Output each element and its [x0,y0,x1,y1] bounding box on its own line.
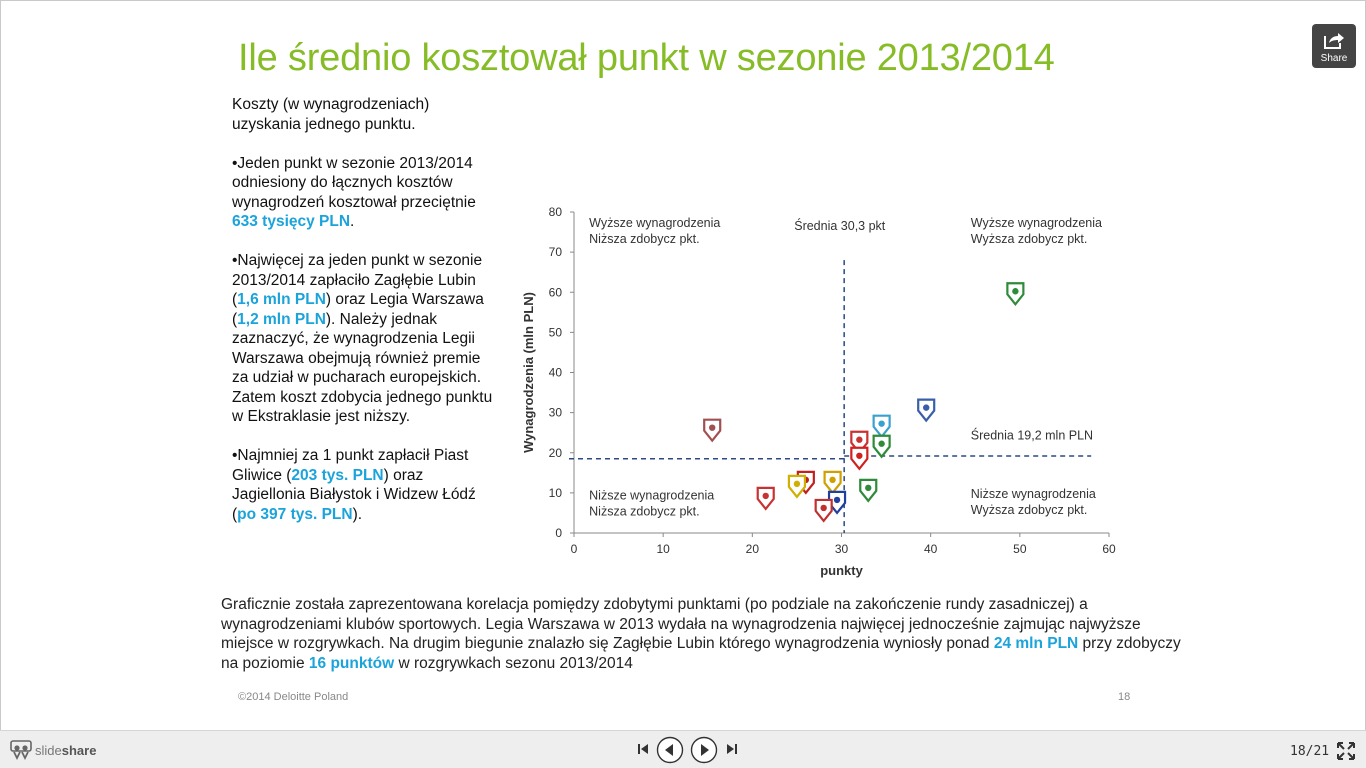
x-tick-label: 40 [923,542,938,556]
bottom-text-block [221,595,1181,673]
text-segment: Koszty (w wynagrodzeniach) uzyskania jednego punktu. [232,96,430,133]
highlight-value: 16 punktów [308,654,395,672]
left-paragraph [232,446,494,524]
footer-copyright: ©2014 Deloitte Poland [238,691,349,703]
quadrant-label-top-right: Wyższa zdobycz pkt. [970,231,1088,246]
y-tick-label: 60 [548,285,562,300]
quadrant-label-bottom-left: Niższa zdobycz pkt. [589,504,700,519]
share-button[interactable] [1312,24,1356,68]
brand-bold: share [61,743,97,758]
fullscreen-icon[interactable] [1337,742,1355,760]
club-crest-center [763,493,769,499]
highlight-value: 24 mln PLN [993,635,1079,652]
text-segment: •Najwięcej za jeden punkt w sezonie 2013/2014 zapłaciło Zagłębie Lubin ( [232,252,483,308]
club-crest-center [878,420,884,426]
y-tick-label: 20 [548,445,562,460]
text-segment: •Najmniej za 1 punkt zapłacił Piast Gliwice ( [232,447,469,484]
y-tick-label: 0 [555,526,562,540]
slideshare-brand[interactable] [35,743,96,758]
highlight-value: 1,6 mln PLN [237,291,326,308]
player-toolbar [0,730,1366,768]
left-paragraph [232,154,494,232]
x-tick-label: 10 [656,542,670,556]
first-slide-button[interactable] [637,743,649,755]
text-segment: ). [352,505,363,523]
next-slide-button[interactable] [690,736,718,764]
page-counter: 18/21 [1290,744,1330,759]
text-segment: przy zdobyczy na poziomie [221,635,1181,672]
avg-salary-label: Średnia 19,2 mln PLN [970,428,1094,443]
highlight-value: 203 tys. PLN [291,466,384,484]
highlight-value: 633 tysięcy PLN [232,213,351,230]
text-segment: ). Należy jednak zaznaczyć, że wynagrodzenia Legii Warszawa obejmują również premie za udział w pucharach europejskich. Zatem koszt zdobycia jednego punktu w Ekstraklasie jest niższy. [232,310,493,425]
brand-light: slide [35,743,62,758]
text-segment: Graficznie została zaprezentowana korelacja pomiędzy zdobytymi punktami (po podziale na zakończenie rundy zasadniczej) a wynagrodzeniami klubów sportowych. Legia Warszawa w 2013 wydała na wynagrodzenia najwięcej jednocześnie zajmując najwyższe miejsce w rozgrywkach. Na drugim biegunie znalazło się Zagłębie Lubin którego wynagrodzenia wyniosły ponad [221,596,1141,652]
text-segment: . [350,213,355,230]
club-crest-center [923,404,929,410]
last-slide-button[interactable] [726,743,738,755]
y-tick-label: 50 [548,325,562,340]
scatter-chart [511,196,1131,586]
club-crest-center [878,441,884,447]
highlight-value: 1,2 mln PLN [237,310,326,328]
text-segment: ) oraz Jagiellonia Białystok i Widzew Łódź ( [232,466,476,523]
x-tick-label: 20 [745,542,760,556]
club-crest-center [829,477,835,483]
y-axis-label: Wynagrodzenia (mln PLN) [521,292,536,453]
x-axis-label: punkty [820,563,863,578]
left-paragraph [232,251,494,427]
x-tick-label: 30 [834,542,849,556]
club-crest-center [709,424,715,430]
y-tick-label: 70 [548,245,562,260]
club-crest-center [1012,288,1018,294]
club-crest-center [856,453,862,459]
club-crest-center [834,497,840,503]
slideshare-logo-icon [10,740,32,760]
y-tick-label: 80 [548,205,562,219]
club-crest-center [794,481,800,487]
text-segment: ) oraz Legia Warszawa ( [232,291,484,328]
text-segment: •Jeden punkt w sezonie 2013/2014 odniesiony do łącznych kosztów wynagrodzeń kosztował przeciętnie [232,154,476,211]
share-label: Share [1320,53,1348,64]
quadrant-label-bottom-right: Niższe wynagrodzenia [970,487,1096,502]
footer-slide-number: 18 [1118,691,1131,703]
club-crest-center [865,485,871,491]
x-tick-label: 0 [570,542,578,556]
highlight-value: po 397 tys. PLN [237,505,353,523]
text-segment: w rozgrywkach sezonu 2013/2014 [394,654,633,672]
previous-slide-button[interactable] [656,736,684,764]
quadrant-label-bottom-right: Wyższa zdobycz pkt. [970,503,1088,518]
x-tick-label: 50 [1013,542,1027,556]
avg-points-label: Średnia 30,3 pkt [794,219,886,234]
x-tick-label: 60 [1102,542,1116,556]
quadrant-label-bottom-left: Niższe wynagrodzenia [589,488,715,503]
left-text-block [232,95,494,544]
quadrant-label-top-right: Wyższe wynagrodzenia [970,215,1102,230]
club-crest-center [820,505,826,511]
quadrant-label-top-left: Wyższe wynagrodzenia [589,215,721,230]
club-crest-center [856,437,862,443]
y-tick-label: 10 [548,485,562,500]
y-tick-label: 40 [548,365,562,380]
quadrant-label-top-left: Niższa zdobycz pkt. [589,231,700,246]
left-paragraph [232,95,494,134]
slide-title: Ile średnio kosztował punkt w sezonie 2013/2014 [238,37,1055,79]
share-icon [1323,30,1345,50]
y-tick-label: 30 [548,405,562,420]
